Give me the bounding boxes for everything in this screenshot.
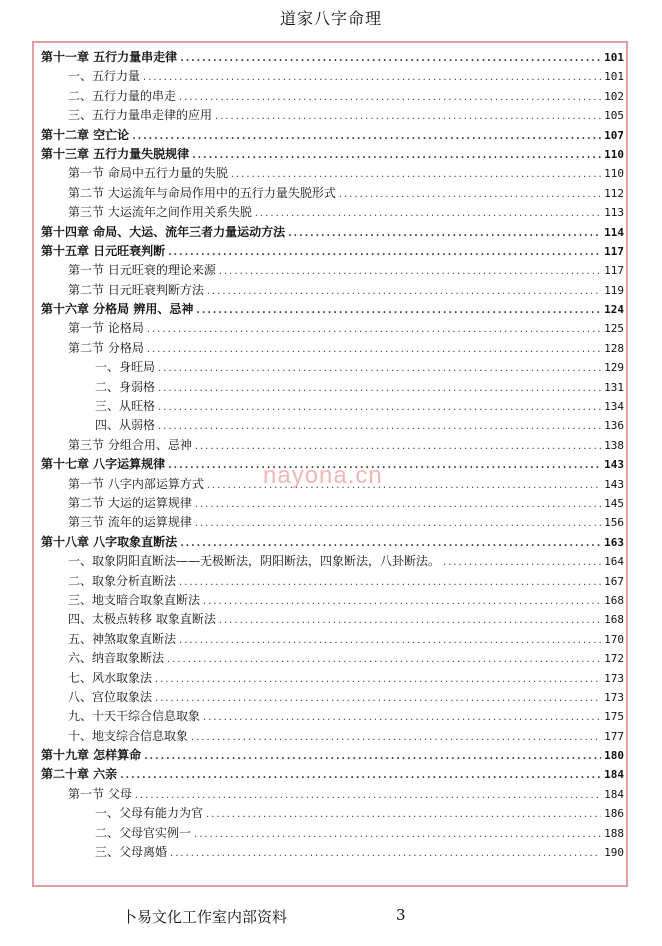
toc-entry-label: 六、纳音取象断法 [68,651,165,666]
toc-entry-page-number: 117 [604,264,624,278]
toc-entry-label: 八、宫位取象法 [68,689,153,704]
toc-entry[interactable] [41,223,624,242]
toc-entry-page-number: 131 [604,380,624,394]
toc-dot-leader [443,553,601,572]
toc-dot-leader [203,708,601,727]
toc-entry-label: 第二节 大运流年与命局作用中的五行力量失脱形式 [68,185,336,200]
toc-entry-label: 一、五行力量 [68,69,141,84]
toc-entry[interactable] [41,630,624,649]
toc-dot-leader [180,49,601,68]
toc-dot-leader [192,146,601,165]
toc-dot-leader [158,379,601,398]
toc-entry[interactable] [41,87,624,106]
watermark-text: nayona.cn [263,462,383,489]
toc-entry-label: 第三节 大运流年之间作用关系失脱 [68,205,252,220]
toc-dot-leader [195,514,601,533]
toc-dot-leader [147,340,601,359]
toc-entry-label: 第十三章 五行力量失脱规律 [41,146,190,161]
toc-entry-label: 第二节 大运的运算规律 [68,495,192,510]
toc-dot-leader [207,282,601,301]
toc-entry-label: 第十九章 怎样算命 [41,748,142,763]
toc-entry[interactable] [41,203,624,222]
toc-dot-leader [158,359,601,378]
toc-entry[interactable] [41,746,624,765]
toc-entry-page-number: 113 [604,206,624,220]
toc-entry-label: 四、从弱格 [95,418,156,433]
toc-entry-page-number: 164 [604,555,624,569]
toc-entry-label: 第十八章 八字取象直断法 [41,534,178,549]
toc-dot-leader [168,243,601,262]
toc-entry[interactable] [41,513,624,532]
toc-dot-leader [206,805,601,824]
toc-entry-label: 第十六章 分格局 辨用、忌神 [41,302,194,317]
toc-entry-label: 二、五行力量的串走 [68,88,177,103]
toc-entry-label: 一、身旺局 [95,360,156,375]
toc-entry-label: 二、取象分析直断法 [68,573,177,588]
toc-entry[interactable] [41,358,624,377]
toc-entry-label: 五、神煞取象直断法 [68,631,177,646]
toc-dot-leader [195,495,601,514]
toc-entry[interactable] [41,804,624,823]
toc-dot-leader [180,534,601,553]
toc-entry-label: 第一节 父母 [68,786,132,801]
toc-entry[interactable] [41,533,624,552]
toc-entry-page-number: 175 [604,710,624,724]
toc-entry-page-number: 190 [604,846,624,860]
toc-entry[interactable] [41,126,624,145]
toc-entry-label: 第一节 论格局 [68,321,144,336]
toc-entry[interactable] [41,378,624,397]
toc-entry[interactable] [41,727,624,746]
toc-entry-page-number: 124 [604,303,624,317]
toc-entry[interactable] [41,48,624,67]
toc-dot-leader [158,417,601,436]
toc-entry[interactable] [41,649,624,668]
toc-dot-leader [255,204,601,223]
toc-entry-page-number: 136 [604,419,624,433]
toc-entry[interactable] [41,339,624,358]
toc-entry-label: 第二十章 六亲 [41,767,118,782]
toc-entry-page-number: 101 [604,70,624,84]
toc-entry[interactable] [41,397,624,416]
toc-entry-page-number: 186 [604,807,624,821]
toc-dot-leader [155,670,601,689]
toc-entry-label: 三、从旺格 [95,399,156,414]
toc-entry[interactable] [41,145,624,164]
toc-entry-label: 第二节 分格局 [68,340,144,355]
page-title: 道家八字命理 [279,9,382,28]
toc-entry-page-number: 184 [604,768,624,782]
toc-entry-label: 三、地支暗合取象直断法 [68,592,201,607]
toc-dot-leader [143,68,601,87]
toc-entry[interactable] [41,591,624,610]
toc-dot-leader [158,398,601,417]
toc-entry[interactable] [41,106,624,125]
toc-entry[interactable] [41,416,624,435]
toc-entry-page-number: 145 [604,496,624,510]
toc-entry-page-number: 167 [604,574,624,588]
toc-entry-page-number: 188 [604,826,624,840]
toc-entry-label: 第十四章 命局、大运、流年三者力量运动方法 [41,224,286,239]
toc-entry[interactable] [41,765,624,784]
toc-entry-page-number: 107 [604,128,624,142]
toc-dot-leader [288,224,601,243]
toc-dot-leader [191,728,601,747]
toc-entry-label: 二、身弱格 [95,379,156,394]
toc-entry-page-number: 128 [604,341,624,355]
footer-page-number: 3 [396,906,406,924]
toc-dot-leader [179,573,601,592]
toc-entry-label: 第一节 八字内部运算方式 [68,476,204,491]
toc-entry-page-number: 112 [604,186,624,200]
toc-entry-label: 第三节 流年的运算规律 [68,515,192,530]
toc-dot-leader [203,592,601,611]
toc-entry[interactable] [41,319,624,338]
toc-dot-leader [219,262,601,281]
toc-entry-label: 第一节 日元旺衰的理论来源 [68,263,216,278]
toc-entry[interactable] [41,184,624,203]
toc-dot-leader [167,650,601,669]
toc-entry-page-number: 110 [604,147,624,161]
toc-entry-label: 一、父母有能力为官 [95,806,204,821]
toc-entry-label: 第十五章 日元旺衰判断 [41,243,166,258]
toc-entry-page-number: 168 [604,593,624,607]
toc-entry-page-number: 173 [604,671,624,685]
toc-entry-page-number: 180 [604,749,624,763]
toc-entry[interactable] [41,242,624,261]
toc-entry-page-number: 143 [604,477,624,491]
toc-entry[interactable] [41,688,624,707]
toc-entry-label: 三、五行力量串走律的应用 [68,108,213,123]
toc-entry-label: 第三节 分组合用、忌神 [68,437,192,452]
toc-dot-leader [179,631,601,650]
toc-entry-page-number: 156 [604,516,624,530]
toc-dot-leader [339,185,601,204]
toc-entry[interactable] [41,261,624,280]
toc-dot-leader [155,689,601,708]
toc-entry[interactable] [41,785,624,804]
toc-entry[interactable] [41,610,624,629]
table-of-contents [41,48,624,862]
toc-entry-label: 四、太极点转移 取象直断法 [68,612,216,627]
toc-entry-page-number: 101 [604,51,624,64]
toc-entry-page-number: 110 [604,167,624,181]
toc-dot-leader [135,786,601,805]
toc-entry-label: 二、父母官实例一 [95,825,192,840]
toc-entry-page-number: 102 [604,89,624,103]
toc-dot-leader [144,747,601,766]
toc-entry-page-number: 138 [604,438,624,452]
toc-entry-page-number: 184 [604,787,624,801]
toc-entry[interactable] [41,164,624,183]
toc-entry-label: 第十二章 空亡论 [41,127,130,142]
toc-dot-leader [196,301,601,320]
toc-entry[interactable] [41,824,624,843]
toc-entry-label: 第二节 日元旺衰判断方法 [68,282,204,297]
toc-entry-page-number: 173 [604,690,624,704]
toc-entry-label: 第十七章 八字运算规律 [41,457,166,472]
toc-dot-leader [179,88,601,107]
toc-entry[interactable] [41,494,624,513]
toc-dot-leader [168,456,601,475]
toc-dot-leader [194,825,601,844]
toc-entry[interactable] [41,67,624,86]
toc-entry-page-number: 129 [604,361,624,375]
toc-entry[interactable] [41,843,624,862]
toc-entry[interactable] [41,281,624,300]
toc-entry-page-number: 117 [604,244,624,258]
toc-entry-page-number: 170 [604,632,624,646]
toc-entry-page-number: 177 [604,729,624,743]
toc-entry-label: 九、十天干综合信息取象 [68,709,201,724]
toc-entry-page-number: 143 [604,458,624,472]
toc-entry-label: 三、父母离婚 [95,845,168,860]
toc-entry[interactable] [41,572,624,591]
toc-entry[interactable] [41,436,624,455]
toc-entry-label: 第十一章 五行力量串走律 [41,50,178,64]
toc-entry-page-number: 125 [604,322,624,336]
toc-entry[interactable] [41,300,624,319]
toc-dot-leader [231,165,601,184]
toc-entry-page-number: 168 [604,613,624,627]
toc-entry[interactable] [41,669,624,688]
toc-dot-leader [219,611,601,630]
toc-entry-page-number: 163 [604,535,624,549]
toc-entry-label: 七、风水取象法 [68,670,153,685]
toc-entry[interactable] [41,707,624,726]
toc-entry-page-number: 172 [604,652,624,666]
toc-entry-label: 第一节 命局中五行力量的失脱 [68,166,228,181]
toc-dot-leader [215,107,601,126]
toc-dot-leader [147,320,601,339]
toc-dot-leader [170,844,601,863]
toc-entry[interactable] [41,552,624,571]
toc-dot-leader [120,766,601,785]
footer-label: 卜易文化工作室内部资料 [122,908,288,926]
toc-entry-page-number: 114 [604,225,624,239]
toc-entry-page-number: 134 [604,400,624,414]
toc-entry-label: 十、地支综合信息取象 [68,728,189,743]
toc-entry-page-number: 105 [604,109,624,123]
toc-entry-label: 一、取象阴阳直断法——无极断法，阴阳断法，四象断法，八卦断法。 [68,554,441,569]
toc-entry-page-number: 119 [604,283,624,297]
toc-dot-leader [132,127,601,146]
toc-dot-leader [195,437,601,456]
